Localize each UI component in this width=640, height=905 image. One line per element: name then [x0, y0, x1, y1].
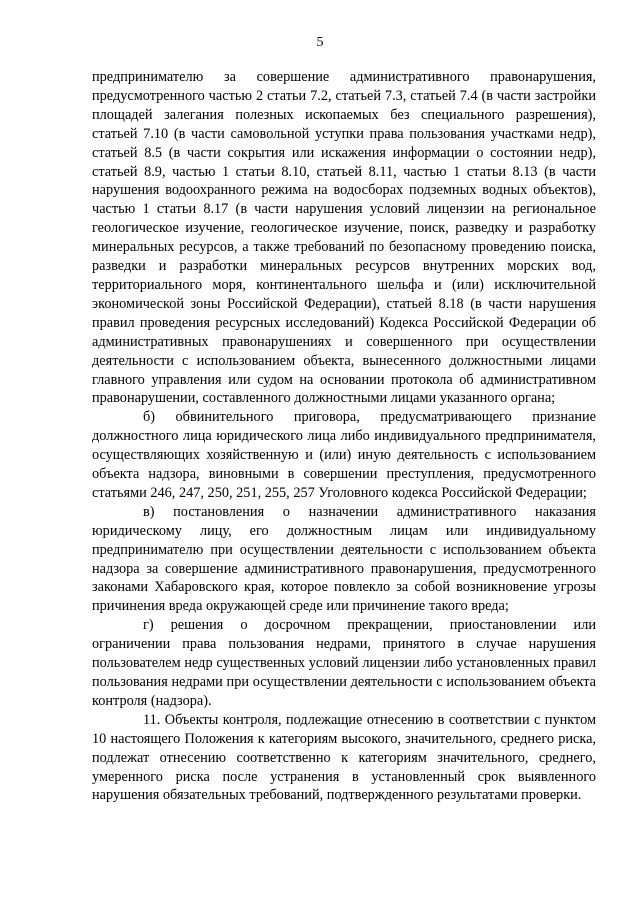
paragraph-continuation-a: предпринимателю за совершение административного правонарушения, предусмотренного частью 2 статьи 7.2, статьей 7.3, статьей 7.4 (в части застройки площадей залегания полезных ископаемых без специального разрешения), статьей 7.10 (в части самовольной уступки права пользования участками недр), статьей 8.5 (в части сокрытия или искажения информации о состоянии недр), статьей 8.9, частью 1 статьи 8.10, статьей 8.11, частью 1 статьи 8.13 (в части нарушения водоохранного режима на водосборах подземных водных объектов), частью 1 статьи 8.17 (в части нарушения условий лицензии на региональное геологическое изучение, геологическое изучение, поиск, разведку и разработку минеральных ресурсов, а также требований по безопасному проведению поиска, разведки и разработки минеральных ресурсов внутренних морских вод, территориального моря, континентального шельфа и (или) исключительной экономической зоны Российской Федерации), статьей 8.18 (в части нарушения правил проведения ресурсных исследований) Кодекса Российской Федерации об административных правонарушениях и совершенного при осуществлении деятельности с использованием объекта, вынесенного должностными лицами главного управления или судом на основании протокола об административном правонарушении, составленного должностными лицами указанного органа; [92, 69, 596, 407]
document-body [92, 68, 596, 805]
paragraph-item-g: г) решения о досрочном прекращении, приостановлении или ограничении права пользования недрами, принятого в случае нарушения пользователем недр существенных условий лицензии либо установленных правил пользования недрами при осуществлении деятельности с использованием объекта контроля (надзора). [92, 617, 596, 709]
page-number: 5 [316, 35, 324, 50]
paragraph-item-v: в) постановления о назначении административного наказания юридическому лицу, его должностным лицам или индивидуальному предпринимателю при осуществлении деятельности с использованием объекта надзора за совершение административного правонарушения, предусмотренного законами Хабаровского края, которое повлекло за собой возникновение угрозы причинения вреда окружающей среде или причинение такого вреда; [92, 503, 596, 615]
paragraph-clause-11: 11. Объекты контроля, подлежащие отнесению в соответствии с пунктом 10 настоящего Положения к категориям высокого, значительного, среднего риска, подлежат отнесению соответственно к категориям значительного, среднего, умеренного риска после устранения в установленный срок выявленного нарушения обязательных требований, подтвержденного результатами проверки. [92, 711, 596, 804]
paragraph-item-b: б) обвинительного приговора, предусматривающего признание должностного лица юридического лица либо индивидуального предпринимателя, осуществляющих хозяйственную и (или) иную деятельность с использованием объекта надзора, виновными в совершении преступления, предусмотренного статьями 246, 247, 250, 251, 255, 257 Уголовного кодекса Российской Федерации; [92, 409, 596, 501]
